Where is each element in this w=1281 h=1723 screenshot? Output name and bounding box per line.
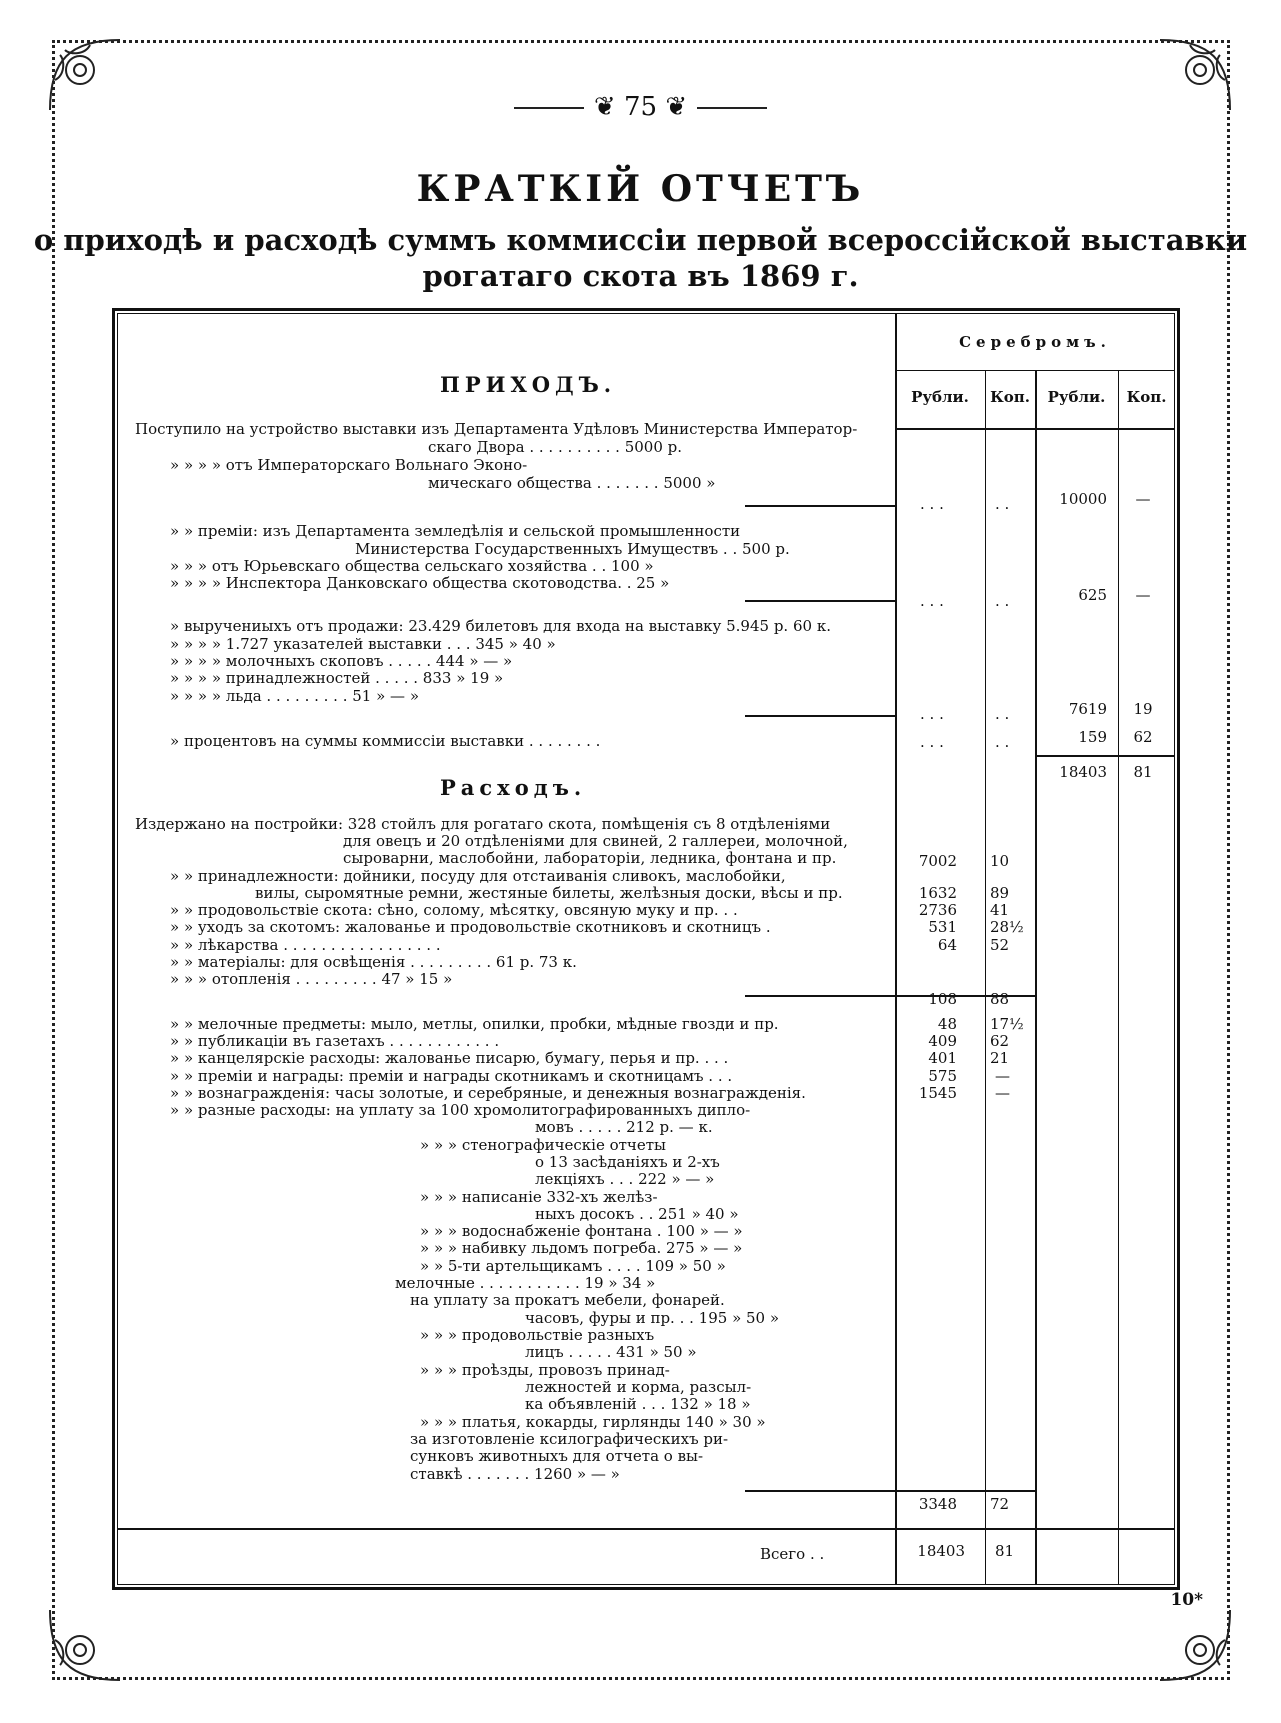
income-line: » » » отъ Юрьевскаго общества сельскаго хозяйства . . 100 » <box>170 557 654 575</box>
expense-rubli: 1545 <box>918 1084 957 1102</box>
income-grand-total-rubli: 18403 <box>1059 763 1107 781</box>
expense-rubli: 575 <box>928 1067 957 1085</box>
expense-line: » » лѣкарства . . . . . . . . . . . . . . . . . <box>170 936 441 954</box>
income-dots: . . . <box>920 495 944 513</box>
expense-line: » » 5-ти артельщикамъ . . . . 109 » 50 » <box>420 1257 726 1275</box>
column-divider <box>1035 370 1037 1585</box>
ornament-right-icon: ❦ <box>665 92 688 122</box>
expense-kop: 41 <box>990 901 1010 919</box>
expense-kop: 28½ <box>990 918 1024 936</box>
income-total-kop: — <box>1135 490 1151 508</box>
grand-total-rule <box>1035 755 1175 757</box>
expense-line: » » вознагражденія: часы золотые, и серебряные, и денежныя вознагражденія. <box>170 1084 806 1102</box>
expense-kop: 17½ <box>990 1015 1024 1033</box>
column-divider <box>1118 370 1119 1585</box>
expense-line: сыроварни, маслобойни, лабораторіи, ледника, фонтана и пр. <box>343 849 837 867</box>
income-line: » процентовъ на суммы коммиссіи выставки . . . . . . . . <box>170 732 601 750</box>
income-dots: . . <box>995 495 1010 513</box>
expense-line: для овецъ и 20 отдѣленіями для свиней, 2 галлереи, молочной, <box>343 832 848 850</box>
subtotal-rule <box>745 715 895 717</box>
income-total-rubli: 159 <box>1078 728 1107 746</box>
expense-line: лицъ . . . . . 431 » 50 » <box>525 1343 697 1361</box>
income-total-rubli: 7619 <box>1068 700 1107 718</box>
expense-rubli: 108 <box>928 990 957 1008</box>
total-rubli: 18403 <box>917 1542 965 1560</box>
income-dots: . . . <box>920 705 944 723</box>
expense-line: Издержано на постройки: 328 стойлъ для рогатаго скота, помѣщенія съ 8 отдѣленіями <box>135 815 831 833</box>
expense-rubli: 401 <box>928 1049 957 1067</box>
expense-kop: 21 <box>990 1049 1010 1067</box>
header-rule <box>895 428 1175 430</box>
expense-rubli: 64 <box>937 936 957 954</box>
expense-line: » » » написаніе 332-хъ желѣз- <box>420 1188 658 1206</box>
expense-line: лекціяхъ . . . 222 » — » <box>535 1170 715 1188</box>
expense-line: ставкѣ . . . . . . . 1260 » — » <box>410 1465 620 1483</box>
page-number: 75 <box>623 92 658 122</box>
expense-line: » » публикаціи въ газетахъ . . . . . . . . . . . . <box>170 1032 500 1050</box>
total-rule <box>117 1528 1175 1530</box>
income-dots: . . <box>995 705 1010 723</box>
income-line: » » преміи: изъ Департамента земледѣлія и сельской промышленности <box>170 522 741 540</box>
header-silver: Серебромъ. <box>959 333 1111 351</box>
column-divider <box>985 370 986 1585</box>
expense-line: » » матеріалы: для освѣщенія . . . . . . . . . 61 р. 73 к. <box>170 953 577 971</box>
expense-rubli: 7002 <box>918 852 957 870</box>
income-line: » » » » отъ Императорскаго Вольнаго Эконо- <box>170 456 528 474</box>
expense-line: » » » стенографическіе отчеты <box>420 1136 666 1154</box>
expense-kop: 52 <box>990 936 1010 954</box>
income-heading: ПРИХОДЪ. <box>440 372 617 397</box>
expense-rubli: 48 <box>937 1015 957 1033</box>
income-line: Поступило на устройство выставки изъ Департамента Удѣловъ Министерства Император- <box>135 420 858 438</box>
expense-kop: — <box>995 1084 1010 1102</box>
expense-line: вилы, сыромятные ремни, жестяные билеты, желѣзныя доски, вѣсы и пр. <box>255 884 843 902</box>
page-number-header <box>0 92 1281 122</box>
income-total-rubli: 10000 <box>1059 490 1107 508</box>
income-line: мическаго общества . . . . . . . 5000 » <box>428 474 716 492</box>
expense-line: на уплату за прокатъ мебели, фонарей. <box>410 1291 725 1309</box>
expense-line: » » » отопленія . . . . . . . . . 47 » 15 » <box>170 970 453 988</box>
income-line: » » » » Инспектора Данковскаго общества скотоводства. . 25 » <box>170 574 670 592</box>
income-total-kop: 19 <box>1133 700 1153 718</box>
expense-kop: 89 <box>990 884 1010 902</box>
income-line: » » » » льда . . . . . . . . . 51 » — » <box>170 687 419 705</box>
subtotal-rule <box>745 600 895 602</box>
expense-line: ка объявленій . . . 132 » 18 » <box>525 1395 751 1413</box>
expense-line: » » » водоснабженіе фонтана . 100 » — » <box>420 1222 743 1240</box>
expense-heading: Расходъ. <box>440 775 587 800</box>
expense-kop: 88 <box>990 990 1010 1008</box>
income-total-kop: 62 <box>1133 728 1153 746</box>
expense-line: за изготовленіе ксилографическихъ ри- <box>410 1430 729 1448</box>
expense-line: » » канцелярскіе расходы: жалованье писарю, бумагу, перья и пр. . . . <box>170 1049 729 1067</box>
income-grand-total-kop: 81 <box>1133 763 1153 781</box>
header-rubli-1: Рубли. <box>911 388 969 406</box>
expense-line: » » » набивку льдомъ погреба. 275 » — » <box>420 1239 743 1257</box>
expense-line: » » принадлежности: дойники, посуду для отстаиванія сливокъ, маслобойки, <box>170 867 786 885</box>
income-dots: . . . <box>920 733 944 751</box>
expense-line: » » уходъ за скотомъ: жалованье и продовольствіе скотниковъ и скотницъ . <box>170 918 771 936</box>
total-kop: 81 <box>995 1542 1015 1560</box>
income-total-rubli: 625 <box>1078 586 1107 604</box>
expense-line: » » » продовольствіе разныхъ <box>420 1326 655 1344</box>
total-label: Всего . . <box>760 1545 825 1563</box>
expense-rubli: 2736 <box>918 901 957 919</box>
expense-line: » » мелочные предметы: мыло, метлы, опилки, пробки, мѣдные гвозди и пр. <box>170 1015 779 1033</box>
income-line: » » » » молочныхъ скоповъ . . . . . 444 » — » <box>170 652 513 670</box>
expense-line: мовъ . . . . . 212 р. — к. <box>535 1118 713 1136</box>
subtitle-line-2: рогатаго скота въ 1869 г. <box>422 259 859 293</box>
header-kop-2: Коп. <box>1126 388 1167 406</box>
header-rubli-2: Рубли. <box>1047 388 1106 406</box>
header-rule <box>895 370 1175 371</box>
ornament-left-icon: ❦ <box>593 92 616 122</box>
corner-ornament-icon <box>40 1600 130 1690</box>
income-dots: . . <box>995 592 1010 610</box>
expense-rubli: 409 <box>928 1032 957 1050</box>
subtotal-rule <box>745 505 895 507</box>
expense-kop: 62 <box>990 1032 1010 1050</box>
header-kop-1: Коп. <box>990 388 1030 406</box>
income-line: » выручениыхъ отъ продажи: 23.429 билетовъ для входа на выставку 5.945 р. 60 к. <box>170 617 831 635</box>
expense-kop: 72 <box>990 1495 1010 1513</box>
expense-kop: — <box>995 1067 1010 1085</box>
corner-ornament-icon <box>1150 1600 1240 1690</box>
income-line: Министерства Государственныхъ Имуществъ . . 500 р. <box>355 540 790 558</box>
expense-rubli: 1632 <box>918 884 957 902</box>
income-line: скаго Двора . . . . . . . . . . 5000 р. <box>428 438 683 456</box>
expense-line: сунковъ животныхъ для отчета о вы- <box>410 1447 704 1465</box>
subtitle-line-1: о приходѣ и расходѣ суммъ коммиссіи первой всероссійской выставки <box>33 223 1248 257</box>
expense-line: » » » платья, кокарды, гирлянды 140 » 30 » <box>420 1413 766 1431</box>
income-total-kop: — <box>1135 586 1151 604</box>
expense-line: » » разные расходы: на уплату за 100 хромолитографированныхъ дипло- <box>170 1101 751 1119</box>
expense-line: » » » проѣзды, провозъ принад- <box>420 1361 670 1379</box>
expense-kop: 10 <box>990 852 1010 870</box>
expense-rubli: 531 <box>928 918 957 936</box>
expense-line: мелочные . . . . . . . . . . . 19 » 34 » <box>395 1274 656 1292</box>
income-dots: . . . <box>920 592 944 610</box>
income-line: » » » » принадлежностей . . . . . 833 » 19 » <box>170 669 504 687</box>
income-dots: . . <box>995 733 1010 751</box>
subtotal-rule <box>745 1490 1035 1492</box>
page-subtitle <box>0 222 1281 294</box>
expense-line: о 13 засѣданіяхъ и 2-хъ <box>535 1153 720 1171</box>
expense-line: лежностей и корма, разсыл- <box>525 1378 752 1396</box>
expense-line: » » преміи и награды: преміи и награды скотникамъ и скотницамъ . . . <box>170 1067 733 1085</box>
expense-line: часовъ, фуры и пр. . . 195 » 50 » <box>525 1309 780 1327</box>
expense-line: » » продовольствіе скота: сѣно, солому, мѣсятку, овсяную муку и пр. . . <box>170 901 738 919</box>
expense-rubli: 3348 <box>918 1495 957 1513</box>
page-title: КРАТКІЙ ОТЧЕТЪ <box>416 168 865 210</box>
expense-line: ныхъ досокъ . . 251 » 40 » <box>535 1205 739 1223</box>
signature-mark: 10* <box>1170 1590 1203 1610</box>
income-line: » » » » 1.727 указателей выставки . . . 345 » 40 » <box>170 635 556 653</box>
